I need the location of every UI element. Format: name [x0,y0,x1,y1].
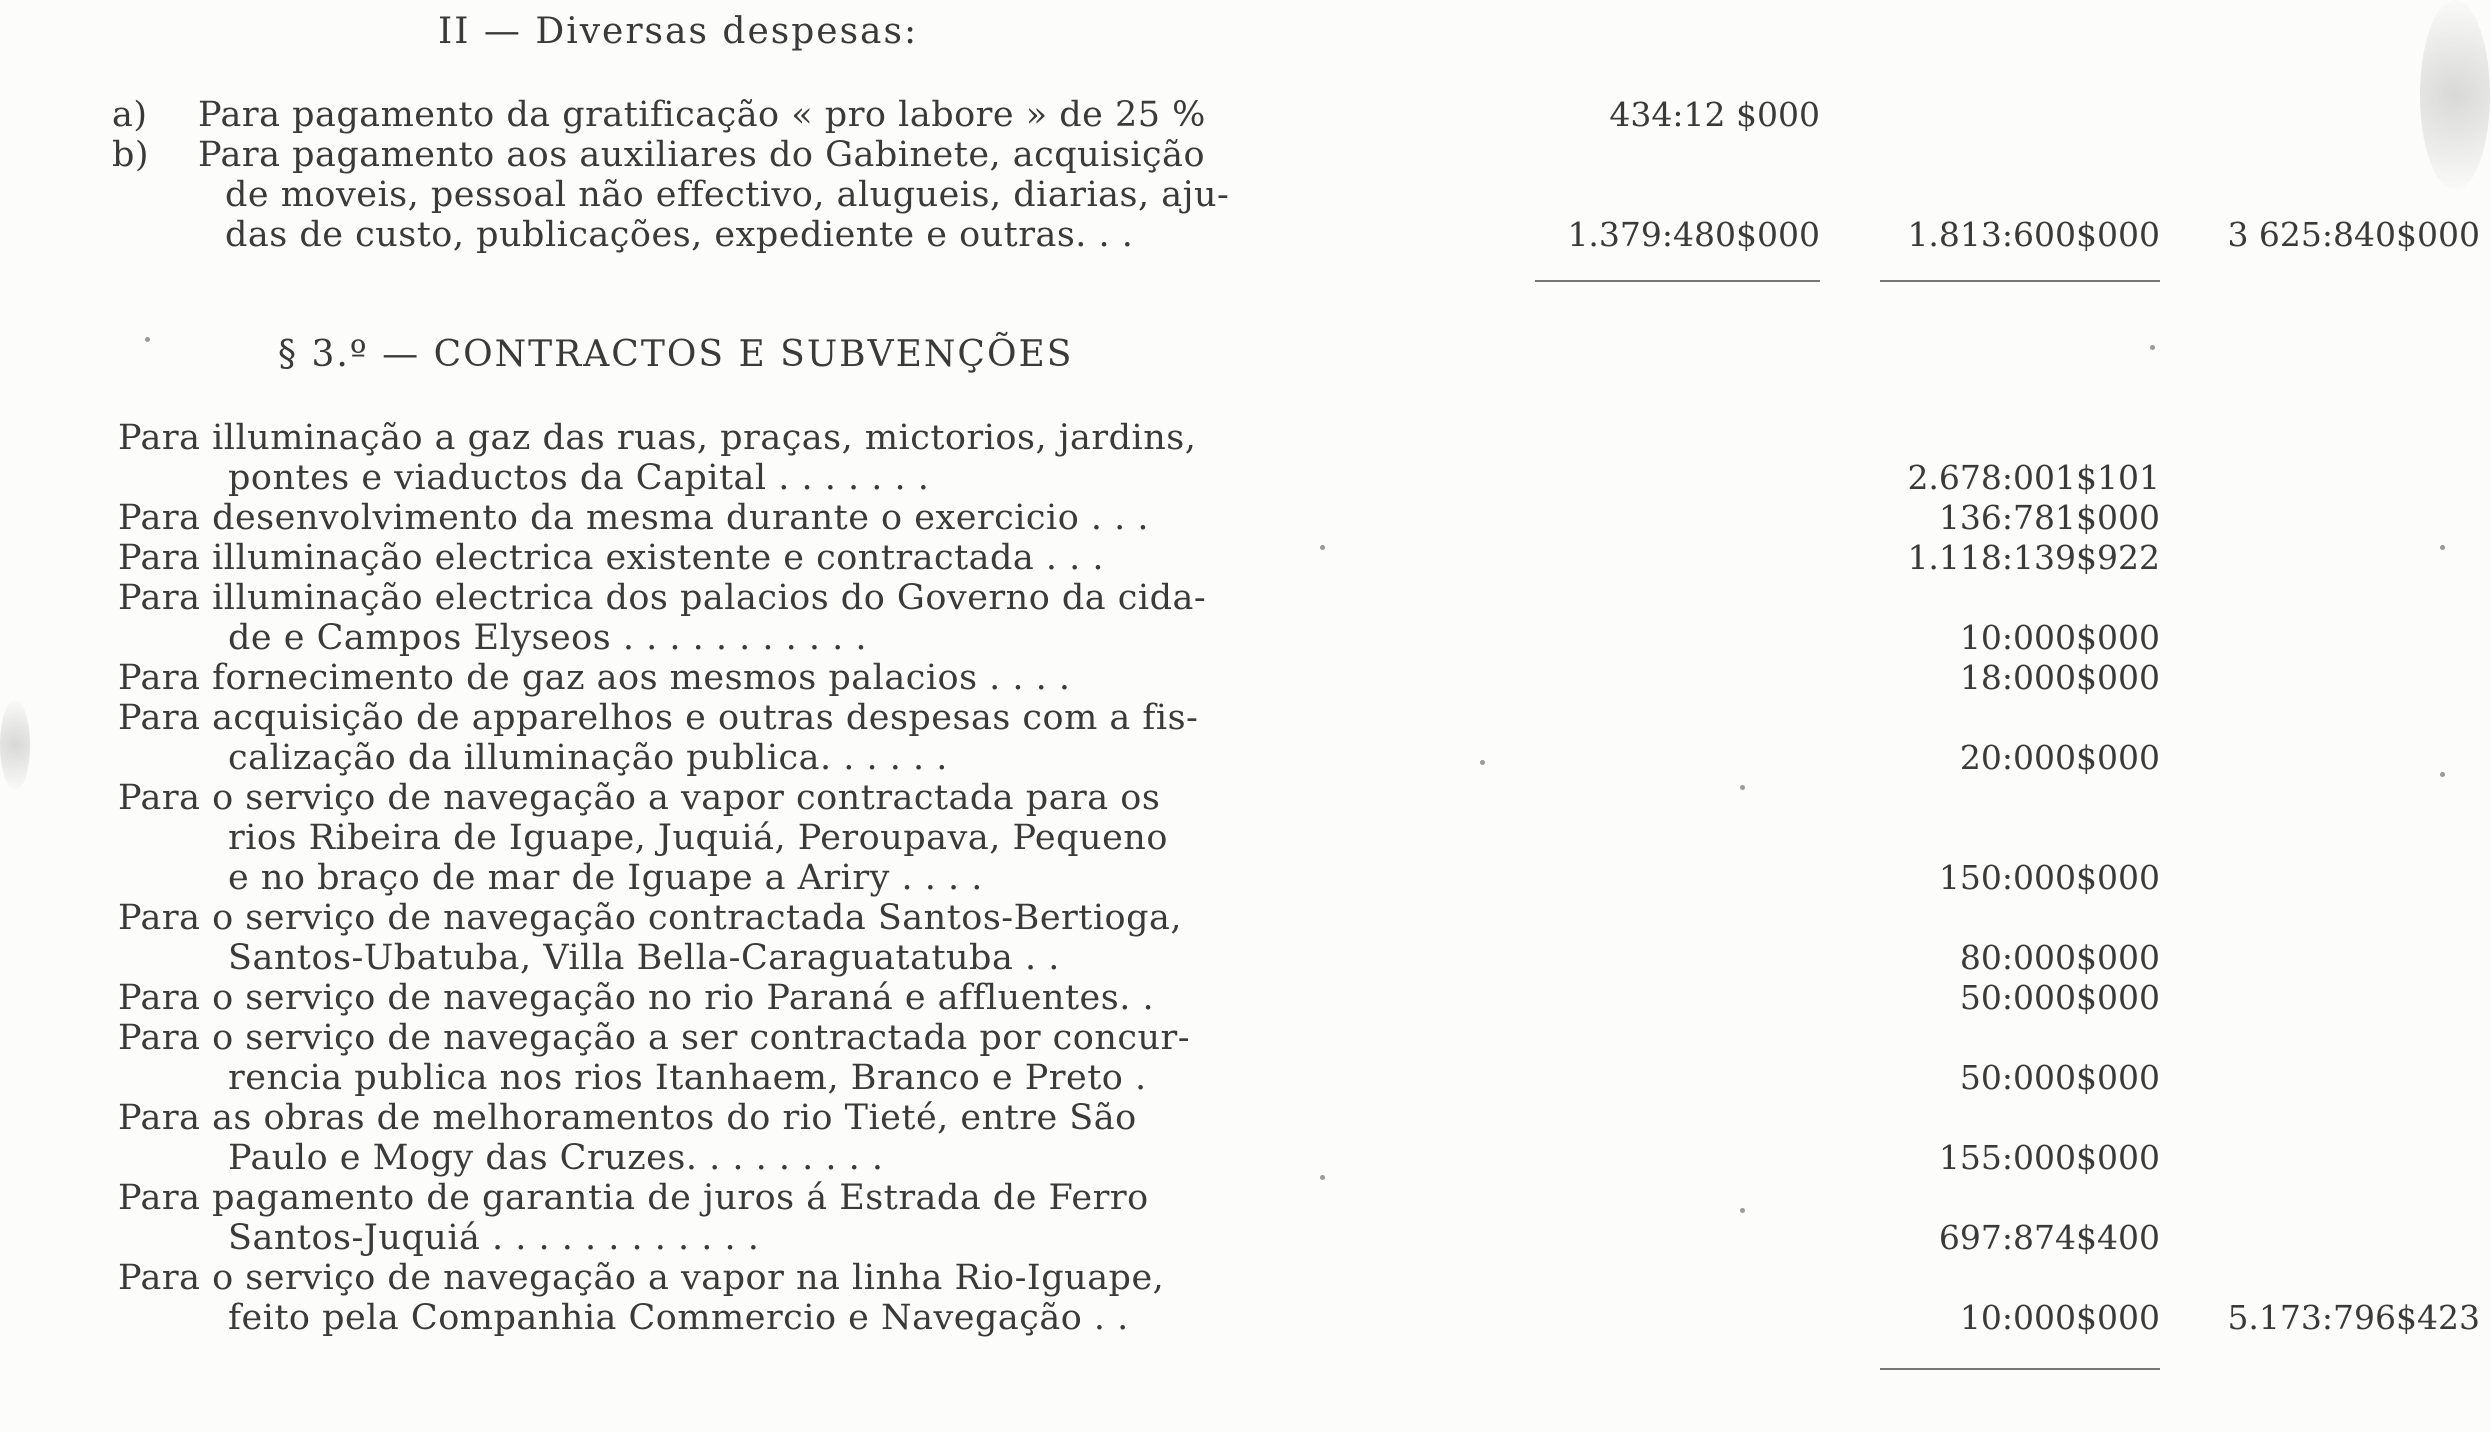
contract-amount: 10:000$000 [1959,618,2160,657]
item-b-line-1: Para pagamento aos auxiliares do Gabinete, acquisição [198,135,1206,175]
scan-smudge [0,700,30,790]
contract-amount: 150:000$000 [1938,858,2160,897]
contract-line: Para pagamento de garantia de juros á Estrada de Ferro [118,1178,1149,1218]
contract-line: pontes e viaductos da Capital . . . . . . . [228,458,930,498]
item-b-line-3: das de custo, publicações, expediente e outras. . . [225,215,1134,255]
section-heading-contractos: § 3.º — CONTRACTOS E SUBVENÇÕES [278,334,1074,375]
contract-line: calização da illuminação publica. . . . . . [228,738,948,778]
rule-col1 [1535,280,1820,282]
scan-speck [1480,760,1485,765]
contract-amount: 1.118:139$922 [1907,538,2160,577]
contract-line: rencia publica nos rios Itanhaem, Branco e Preto . [228,1058,1147,1098]
contract-line: Para fornecimento de gaz aos mesmos palacios . . . . [118,658,1071,698]
scan-speck [1740,1208,1745,1213]
section3-total: 5.173:796$423 [2227,1298,2480,1337]
item-b-subtotal: 1.813:600$000 [1907,215,2160,254]
contract-amount: 20:000$000 [1959,738,2160,777]
contract-amount: 136:781$000 [1938,498,2160,537]
contract-line: de e Campos Elyseos . . . . . . . . . . . [228,618,867,658]
contract-line: Para o serviço de navegação a ser contractada por concur- [118,1018,1191,1058]
scan-speck [2440,545,2445,550]
contract-line: Para o serviço de navegação a vapor contractada para os [118,778,1161,818]
contract-amount: 2.678:001$101 [1907,458,2160,497]
contract-line: Para illuminação electrica existente e contractada . . . [118,538,1105,578]
contract-line: Para illuminação a gaz das ruas, praças, mictorios, jardins, [118,418,1197,458]
scan-speck [2440,772,2445,777]
contract-amount: 10:000$000 [1959,1298,2160,1337]
section2-total: 3 625:840$000 [2227,215,2480,254]
scan-speck [1740,785,1745,790]
item-a-amount: 434:12 $000 [1609,95,1820,134]
rule-section3 [1880,1368,2160,1370]
contract-line: Para as obras de melhoramentos do rio Tieté, entre São [118,1098,1137,1138]
contract-amount: 697:874$400 [1938,1218,2160,1257]
scan-smudge [2420,0,2490,190]
contract-line: Santos-Ubatuba, Villa Bella-Caraguatatuba . . [228,938,1060,978]
scan-speck [1320,1175,1325,1180]
contract-line: e no braço de mar de Iguape a Ariry . . . . [228,858,983,898]
contract-line: Para o serviço de navegação contractada Santos-Bertioga, [118,898,1183,938]
section-heading-diversas-despesas: II — Diversas despesas: [438,11,919,52]
contract-amount: 18:000$000 [1959,658,2160,697]
scan-speck [2150,345,2155,350]
contract-line: Santos-Juquiá . . . . . . . . . . . . [228,1218,760,1258]
contract-line: Para desenvolvimento da mesma durante o exercicio . . . [118,498,1150,538]
item-b-amount: 1.379:480$000 [1567,215,1820,254]
contract-line: Paulo e Mogy das Cruzes. . . . . . . . . [228,1138,884,1178]
contract-amount: 50:000$000 [1959,978,2160,1017]
item-a-text: Para pagamento da gratificação « pro labore » de 25 % [198,95,1206,135]
contract-line: feito pela Companhia Commercio e Navegação . . [228,1298,1129,1338]
item-a-label: a) [112,95,148,135]
contract-line: Para o serviço de navegação no rio Paraná e affluentes. . [118,978,1155,1018]
contract-amount: 80:000$000 [1959,938,2160,977]
contract-line: Para o serviço de navegação a vapor na linha Rio-Iguape, [118,1258,1165,1298]
contract-line: rios Ribeira de Iguape, Juquiá, Peroupava, Pequeno [228,818,1168,858]
item-b-line-2: de moveis, pessoal não effectivo, alugueis, diarias, aju- [225,175,1230,215]
contract-line: Para illuminação electrica dos palacios do Governo da cida- [118,578,1207,618]
item-b-label: b) [112,135,150,175]
scan-speck [1320,545,1325,550]
contract-amount: 50:000$000 [1959,1058,2160,1097]
rule-col2 [1880,280,2160,282]
scan-speck [145,337,150,342]
contract-line: Para acquisição de apparelhos e outras despesas com a fis- [118,698,1199,738]
contract-amount: 155:000$000 [1938,1138,2160,1177]
